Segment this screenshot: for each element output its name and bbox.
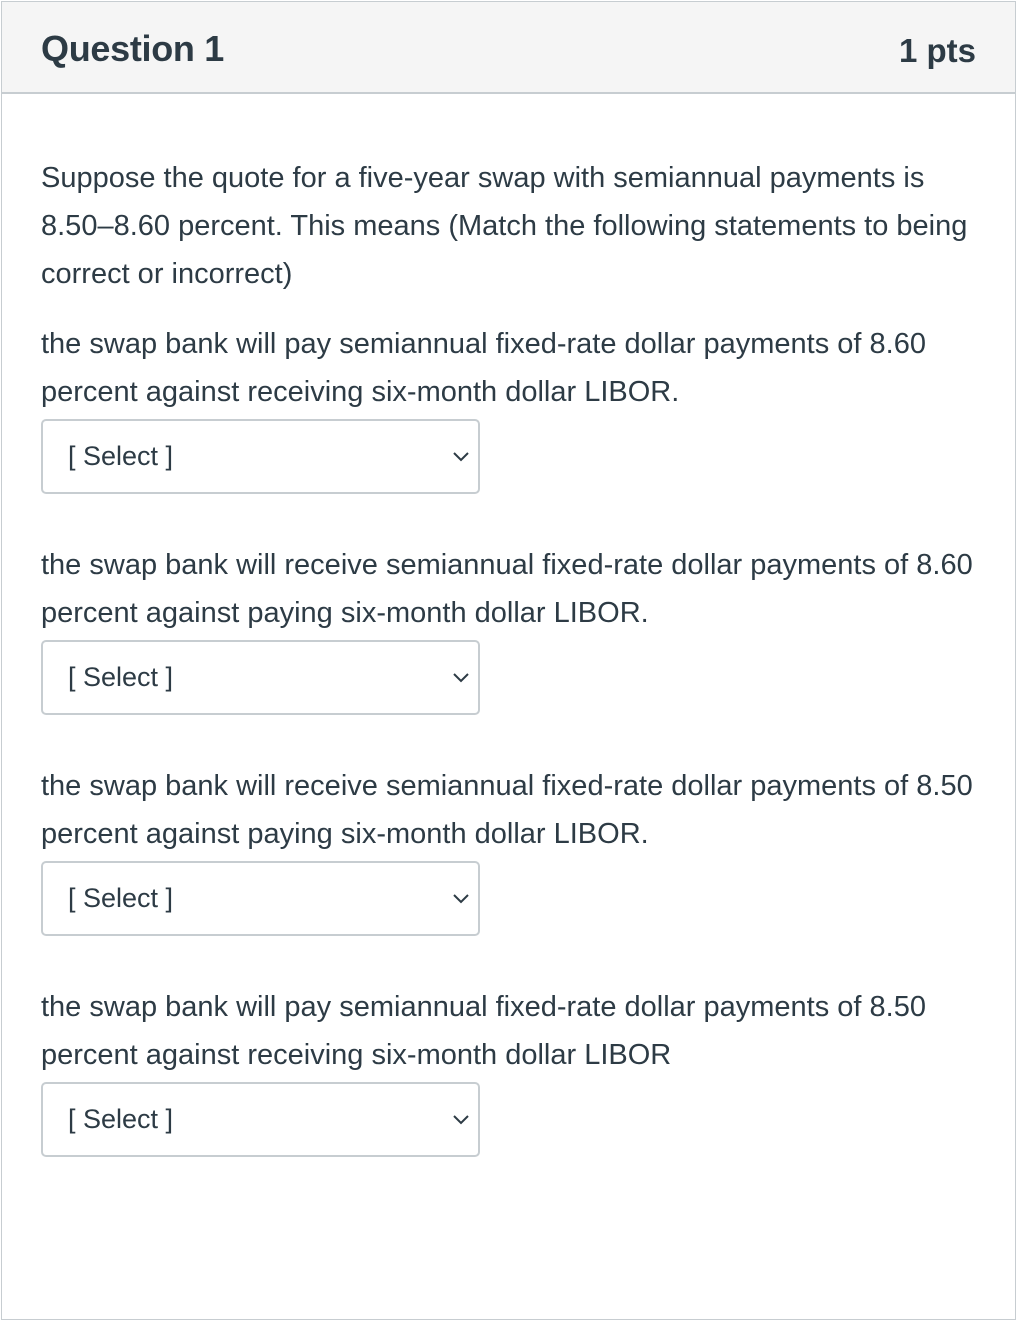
select-value: [ Select ] xyxy=(68,441,174,471)
question-card xyxy=(1,1,1016,1320)
question-points: 1 pts xyxy=(898,32,976,69)
select-value: [ Select ] xyxy=(68,662,174,692)
select-value: [ Select ] xyxy=(68,883,174,913)
answer-select[interactable] xyxy=(41,1082,480,1157)
statement-item xyxy=(41,541,986,715)
chevron-down-icon xyxy=(452,890,470,908)
chevron-down-icon xyxy=(452,448,470,466)
answer-select[interactable] xyxy=(41,419,480,494)
statement-item xyxy=(41,983,986,1157)
chevron-down-icon xyxy=(452,1111,470,1129)
chevron-down-icon xyxy=(452,669,470,687)
question-title: Question 1 xyxy=(41,28,225,69)
statement-text: the swap bank will pay semiannual fixed-rate dollar payments of 8.60 percent against receiving six-month dollar LIBOR. xyxy=(41,328,926,408)
question-header xyxy=(2,2,1015,94)
statement-text: the swap bank will receive semiannual fixed-rate dollar payments of 8.60 percent against paying six-month dollar LIBOR. xyxy=(41,549,973,629)
statement-text: the swap bank will receive semiannual fixed-rate dollar payments of 8.50 percent against paying six-month dollar LIBOR. xyxy=(41,770,973,850)
question-body xyxy=(41,154,986,1204)
statement-text: the swap bank will pay semiannual fixed-rate dollar payments of 8.50 percent against receiving six-month dollar LIBOR xyxy=(41,991,926,1071)
statement-item xyxy=(41,320,986,494)
answer-select[interactable] xyxy=(41,640,480,715)
select-value: [ Select ] xyxy=(68,1104,174,1134)
question-prompt: Suppose the quote for a five-year swap with semiannual payments is 8.50–8.60 percent. This means (Match the following statements to being correct or incorrect) xyxy=(41,162,968,290)
statement-item xyxy=(41,762,986,936)
answer-select[interactable] xyxy=(41,861,480,936)
